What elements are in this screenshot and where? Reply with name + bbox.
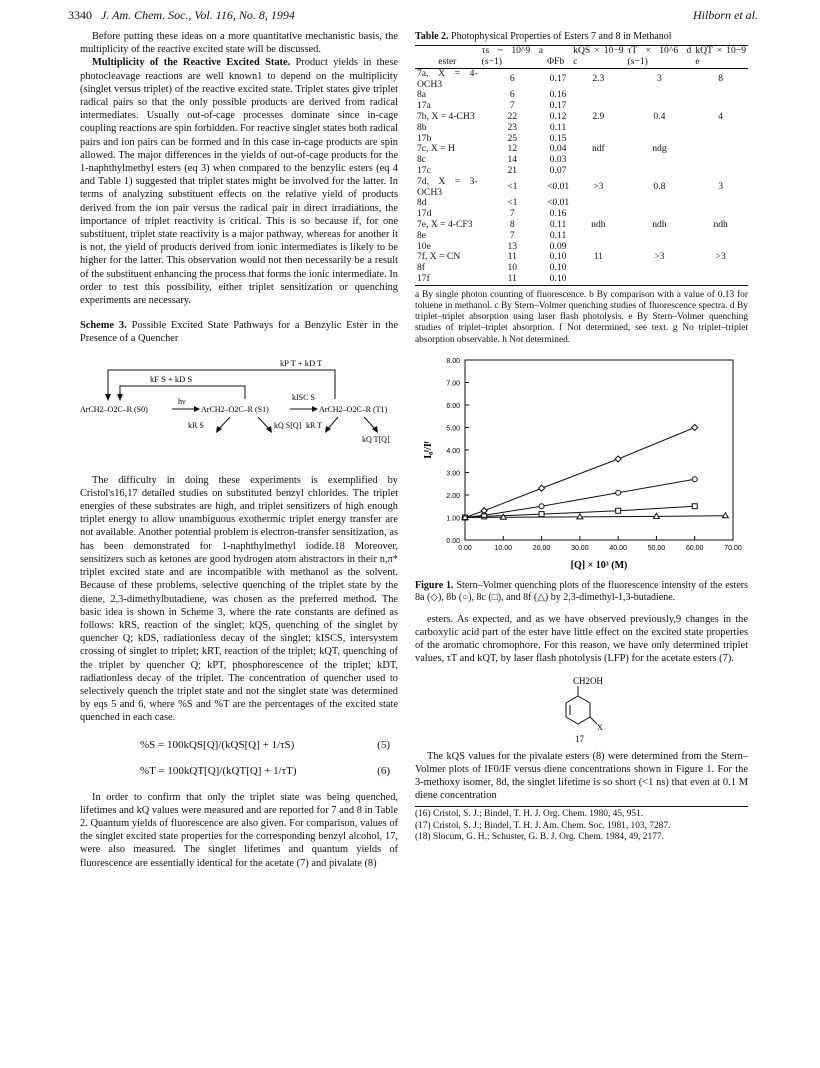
- paragraph-multiplicity: [80, 56, 398, 307]
- table-row: [415, 252, 748, 263]
- table-cell: 0.09: [549, 240, 567, 252]
- table-cell: 2.9: [592, 110, 605, 122]
- page-number: 3340: [68, 8, 92, 22]
- table-header: [415, 46, 748, 69]
- table-body: [415, 68, 748, 285]
- table-cell: 12: [507, 143, 518, 155]
- y-axis-label: I₀ᶠ/Iᶠ: [423, 441, 434, 459]
- table-cell: 0.07: [549, 164, 567, 176]
- table-cell: [626, 123, 694, 134]
- table-cell: [693, 274, 748, 285]
- table-cell-ester: 10e: [417, 240, 431, 252]
- scheme-3-diagram: [80, 352, 398, 462]
- scheme-s1: ArCH2–O2C–R (S1): [201, 404, 269, 414]
- scheme-mid-label: kF S + kD S: [150, 373, 193, 384]
- paragraph-multiplicity-text: Product yields in these photocleavage reactions are well known1 to depend on the multiplicity (singlet versus triplet) of the reactive excited state. Triplet states give triplet radical pairs so that the only possible products are derived from radical intermediates. Usually out-of-cage processes dominate since in-cage coupling reactions are spin forbidden. For reactive singlet states both radical pairs and ion pairs can be formed and in this case in-cage products are spin allowed. The major differences in the yields of out-of-cage products for the 1-naphthylmethyl esters (eq 3) when compared to the benzylic esters (eq 4 and Table 1) suggested that triplet states might be involved for the latter. In terms of analyzing substituent effects on the relative yield of products derived from the ion pair versus the radical pair in direct irradiations, the importance of triplet reactivity is critical. This is so because if, for one substituent, triplet state reactivity is a major pathway, whereas for another it is not, the yield of products derived from ionic intermediates is likely to be higher for the latter. This observation would not then necessarily be a result of the substituent enhancing the process that forms the ionic intermediate. In order to test this possibility, either triplet sensitization or quenching experiments are necessary.: [80, 57, 398, 307]
- right-column: [415, 30, 748, 843]
- table-cell-ester: 7e, X = 4-CF3: [417, 218, 473, 230]
- x-tick-label: 60.00: [685, 544, 704, 552]
- table-cell: [693, 198, 748, 209]
- table-cell: 0.8: [653, 181, 666, 193]
- x-tick-label: 30.00: [571, 544, 589, 552]
- header-left: [68, 8, 295, 23]
- y-tick-label: 0.00: [446, 537, 460, 545]
- table-title-text: Photophysical Properties of Esters 7 and 8 in Methanol: [451, 31, 672, 42]
- data-point-diamond: [539, 485, 545, 491]
- plot-frame: [465, 360, 733, 540]
- table-cell: 14: [507, 154, 518, 166]
- table-cell-ester: 7d, X = 3-OCH3: [417, 175, 478, 198]
- data-point-triangle: [722, 512, 728, 517]
- col-header-tau-s: τs ~ 10^9 a (s−1): [481, 45, 543, 67]
- table-row: [415, 90, 748, 101]
- table-cell: 7: [509, 229, 515, 241]
- table-cell: 2.3: [592, 73, 605, 85]
- table-footnotes: a By single photon counting of fluorescence. b By comparison with a value of 0.13 for toluene in methanol. c By Stern–Volmer quenching studies of fluorescence spectra. d By triplet–triplet absorption using laser flash photolysis. e By Stern–Volmer quenching studies of triplet–triplet absorption. f Not determined, see text. g No triplet–triplet absorption observable. h Not determined.: [415, 289, 748, 345]
- table-cell: 13: [507, 240, 518, 252]
- table-cell: 0.10: [549, 272, 567, 284]
- col-header-ester: ester: [415, 46, 480, 69]
- table-cell: [626, 263, 694, 274]
- table-cell: 4: [718, 110, 724, 122]
- figure-caption: [415, 580, 748, 605]
- figure-label: Figure 1.: [415, 579, 454, 591]
- table-cell-ester: 17a: [417, 100, 431, 112]
- table-row: [415, 242, 748, 253]
- table-row: [415, 177, 748, 199]
- table-cell: [693, 144, 748, 155]
- scheme-krs: kR S: [188, 420, 204, 430]
- table-cell: [626, 90, 694, 101]
- equation-5-number: (5): [377, 738, 390, 751]
- x-tick-label: 40.00: [609, 544, 627, 552]
- table-cell: <1: [507, 181, 518, 193]
- table-cell: [571, 166, 625, 177]
- table-cell: 8: [718, 73, 724, 85]
- structure-ch2oh: CH2OH: [573, 675, 604, 686]
- references: [415, 806, 748, 843]
- table-cell: [571, 231, 625, 242]
- table-cell: 0.04: [549, 143, 567, 155]
- reference-16: (16) Cristol, S. J.; Bindel, T. H. J. Org. Chem. 1980, 45, 951.: [415, 809, 644, 820]
- table-cell: 0.17: [549, 100, 567, 112]
- table-cell: 22: [507, 110, 518, 122]
- table-cell: 6: [509, 73, 515, 85]
- col-header-tau-t: τT × 10^6 d (s−1): [627, 45, 692, 67]
- table-cell: ndg: [652, 143, 667, 155]
- table-cell-ester: 7a, X = 4-OCH3: [417, 67, 478, 90]
- table-cell: [626, 231, 694, 242]
- series-line-circle: [465, 479, 695, 517]
- table-row: [415, 134, 748, 145]
- equation-6-expr: %T = 100kQT[Q]/(kQT[Q] + 1/τT): [140, 764, 297, 777]
- scheme-top-label: kP T + kD T: [280, 357, 323, 368]
- table-cell: [626, 198, 694, 209]
- scheme-isc: kISC S: [292, 392, 315, 402]
- table-row: [415, 231, 748, 242]
- table-cell: 0.4: [653, 110, 666, 122]
- table-cell-ester: 17c: [417, 164, 431, 176]
- scheme-krt: kR T: [306, 420, 323, 430]
- figure-caption-text: Stern–Volmer quenching plots of the fluorescence intensity of the esters 8a (◇), 8b (○), 8c (□), and 8f (△) by 2,3-dimethyl-1,3-butadiene.: [415, 579, 748, 604]
- scheme-s0: ArCH2–O2C–R (S0): [80, 404, 148, 414]
- header-authors: Hilborn et al.: [693, 8, 758, 22]
- table-cell-ester: 8a: [417, 89, 427, 101]
- table-row: [415, 123, 748, 134]
- table-cell: 0.10: [549, 262, 567, 274]
- table-cell: >3: [715, 251, 726, 263]
- table-cell: [571, 274, 625, 285]
- scheme-kqs: kQ S[Q]: [274, 420, 302, 430]
- y-tick-label: 2.00: [446, 492, 460, 500]
- table-title: [415, 30, 748, 43]
- table-cell: 0.11: [549, 229, 567, 241]
- table-cell: [571, 263, 625, 274]
- x-tick-label: 0.00: [458, 544, 472, 552]
- table-cell: <0.01: [546, 181, 570, 193]
- y-tick-label: 8.00: [446, 357, 460, 365]
- table-cell: 0.15: [549, 132, 567, 144]
- table-cell-ester: 17f: [417, 272, 430, 284]
- scheme-hv: hν: [178, 396, 186, 406]
- table-cell-ester: 17b: [417, 132, 432, 144]
- table-cell: 7: [509, 208, 515, 220]
- table-cell: 0.11: [549, 218, 567, 230]
- table-cell: [693, 155, 748, 166]
- table-cell: ndh: [591, 218, 606, 230]
- data-point-circle: [616, 490, 621, 495]
- table-row: [415, 274, 748, 285]
- structure-number: 17: [575, 733, 584, 744]
- table-cell: 3: [657, 73, 662, 85]
- paragraph-esters: esters. As expected, and as we have observed previously,9 changes in the carboxylic acid part of the ester have little effect on the excited state properties of the aromatic chromophore. For this reason, we have only determined triplet values, τT and kQT, by laser flash photolysis (LFP) for the acetate esters (7).: [415, 613, 748, 665]
- table-row: [415, 263, 748, 274]
- scheme-t1: ArCH2–O2C–R (T1): [319, 404, 388, 414]
- equation-6-number: (6): [377, 764, 390, 777]
- y-tick-label: 1.00: [446, 515, 460, 523]
- col-header-kqs: kQS × 10−9 c: [573, 45, 624, 67]
- photophysical-table: [415, 45, 748, 286]
- data-point-circle: [539, 504, 544, 509]
- table-cell-ester: 7b, X = 4-CH3: [417, 110, 475, 122]
- table-cell: [693, 134, 748, 145]
- table-row: [415, 144, 748, 155]
- data-point-diamond: [615, 456, 621, 462]
- table-cell-ester: 8c: [417, 154, 427, 166]
- journal-citation: J. Am. Chem. Soc., Vol. 116, No. 8, 1994: [101, 8, 295, 22]
- table-cell: 0.11: [549, 121, 567, 133]
- table-cell: [626, 166, 694, 177]
- table-cell: 0.03: [549, 154, 567, 166]
- table-cell: <0.01: [546, 197, 570, 209]
- table-cell: 11: [507, 272, 517, 284]
- table-cell: 0.10: [549, 251, 567, 263]
- table-cell: 8: [509, 218, 515, 230]
- scheme-kqt: kQ T[Q]: [362, 434, 390, 444]
- reference-18: (18) Slocum, G. H.; Schuster, G. B. J. Org. Chem. 1984, 49, 2177.: [415, 831, 664, 842]
- table-cell: [693, 123, 748, 134]
- scheme-label: Scheme 3.: [80, 320, 127, 332]
- structure-svg: [415, 674, 748, 746]
- table-cell: <1: [507, 197, 518, 209]
- table-cell: [571, 123, 625, 134]
- table-cell: ndh: [652, 218, 667, 230]
- table-cell: 6: [509, 89, 515, 101]
- y-tick-label: 7.00: [446, 380, 460, 388]
- table-cell: 11: [507, 251, 517, 263]
- table-cell: 10: [507, 262, 518, 274]
- x-tick-label: 50.00: [647, 544, 666, 552]
- table-row: [415, 198, 748, 209]
- y-tick-label: 3.00: [446, 470, 460, 478]
- data-point-diamond: [692, 424, 698, 430]
- table-cell: 0.12: [549, 110, 567, 122]
- table-cell-ester: 8d: [417, 197, 427, 209]
- table-cell-ester: 7f, X = CN: [417, 251, 461, 263]
- structure-17: [415, 674, 748, 746]
- col-header-phi-f: ΦFb: [545, 46, 571, 69]
- x-tick-label: 20.00: [532, 544, 551, 552]
- figure-1-chart: [415, 352, 748, 572]
- data-point-square: [692, 504, 697, 509]
- table-cell: ndf: [591, 143, 605, 155]
- table-cell: [571, 155, 625, 166]
- table-cell: [693, 231, 748, 242]
- data-point-square: [616, 508, 621, 513]
- table-cell: ndh: [713, 218, 728, 230]
- data-point-square: [539, 511, 544, 516]
- table-cell: 25: [507, 132, 518, 144]
- paragraph-difficulty: The difficulty in doing these experiments is exemplified by Cristol's16,17 detailed studies on substituted benzyl chlorides. The triplet energies of these substrates are high, and triplet sensitizers of high enough triplet energy to allow unambiguous exothermic triplet energy transfer are not available. Another potential problem is electron-transfer sensitization, as has been demonstrated for 1-naphthylmethyl iodide.18 Moreover, sensitizers such as ketones are good hydrogen atom abstractors in their n,π* triplet excited state and are incompatible with methanol as the solvent. Because of these problems, selective quenching of the triplet state by the diene, 2,3-dimethylbutadiene, was chosen as the preferred method. The basic idea is shown in Scheme 3, where the rate constants are defined as follows: kRS, reaction of the singlet; kQS, quenching of the singlet by quencher Q; kDS, radiationless decay of the singlet; kISCS, intersystem crossing of singlet to triplet; kRT, reaction of the triplet; kQT, quenching of the triplet by quencher Q; kPT, phosphorescence of the triplet; kDT, radiationless decay of the triplet. The concentration of quencher used to selectively quench the triplet state and not the singlet state was determined by eqs 5 and 6, where %S and %T are the percentages of the excited state quenched in each case.: [80, 474, 398, 724]
- table-cell: 0.16: [549, 208, 567, 220]
- left-column: [80, 30, 398, 870]
- table-cell: 11: [593, 251, 603, 263]
- table-cell: [571, 90, 625, 101]
- x-axis-label: [Q] × 10³ (M): [570, 559, 628, 571]
- section-heading: Multiplicity of the Reactive Excited State.: [92, 57, 291, 69]
- table-cell: 0.16: [549, 89, 567, 101]
- chart-svg: [415, 352, 748, 572]
- x-tick-label: 10.00: [494, 544, 513, 552]
- series-line-diamond: [465, 427, 695, 517]
- table-cell: 23: [507, 121, 518, 133]
- equation-6: [80, 761, 398, 783]
- table-row: [415, 220, 748, 231]
- table-row: [415, 112, 748, 123]
- paragraph-kqs: The kQS values for the pivalate esters (8) were determined from the Stern–Volmer plots of IF0/IF versus diene concentrations shown in Figure 1. For the 3-methoxy isomer, 8d, the singlet lifetime is so short (<1 ns) that even at 0.1 M diene concentration: [415, 750, 748, 802]
- table-cell: 7: [509, 100, 515, 112]
- table-cell: >3: [593, 181, 604, 193]
- data-point-circle: [692, 477, 697, 482]
- table-cell: 21: [507, 164, 518, 176]
- structure-x: X: [597, 722, 603, 732]
- x-tick-label: 70.00: [724, 544, 742, 552]
- table-row: [415, 68, 748, 90]
- table-cell-ester: 17d: [417, 208, 432, 220]
- table-label: Table 2.: [415, 31, 449, 42]
- table-cell: [693, 166, 748, 177]
- table-cell: 0.17: [549, 73, 567, 85]
- scheme-svg: [80, 352, 398, 462]
- table-row: [415, 155, 748, 166]
- paragraph-confirm: In order to confirm that only the triplet state was being quenched, lifetimes and kQ values were measured and are reported for 7 and 8 in Table 2. Quantum yields of fluorescence are also given. For comparison, values of the singlet excited state properties for the corresponding benzyl alcohol, 17, were also measured. The singlet lifetimes and quantum yields of fluorescence are essentially identical for the acetate (7) and pivalate (8): [80, 791, 398, 869]
- table-cell: 3: [718, 181, 724, 193]
- data-point-square: [482, 514, 487, 519]
- table-cell: [693, 263, 748, 274]
- table-cell-ester: 7c, X = H: [417, 143, 455, 155]
- table-cell-ester: 8e: [417, 229, 427, 241]
- table-cell: [571, 198, 625, 209]
- y-tick-label: 4.00: [446, 447, 460, 455]
- table-cell: >3: [654, 251, 665, 263]
- table-cell: [626, 274, 694, 285]
- paragraph-intro: Before putting these ideas on a more quantitative mechanistic basis, the multiplicity of the reactive excited state will be discussed.: [80, 31, 398, 56]
- y-tick-label: 5.00: [446, 425, 460, 433]
- table-cell-ester: 8b: [417, 121, 427, 133]
- reference-17: (17) Cristol, S. J.; Bindel, T. H. J. Am. Chem. Soc. 1981, 103, 7287.: [415, 820, 671, 831]
- y-tick-label: 6.00: [446, 402, 460, 410]
- col-header-kqt: kQT × 10−9 e: [695, 45, 746, 67]
- equation-5-expr: %S = 100kQS[Q]/(kQS[Q] + 1/τS): [140, 738, 295, 751]
- scheme-title: [80, 319, 398, 345]
- equation-5: [80, 735, 398, 757]
- table-cell-ester: 8f: [417, 262, 425, 274]
- table-cell: [626, 155, 694, 166]
- table-cell: [693, 90, 748, 101]
- scheme-title-text: Possible Excited State Pathways for a Benzylic Ester in the Presence of a Quencher: [80, 320, 398, 345]
